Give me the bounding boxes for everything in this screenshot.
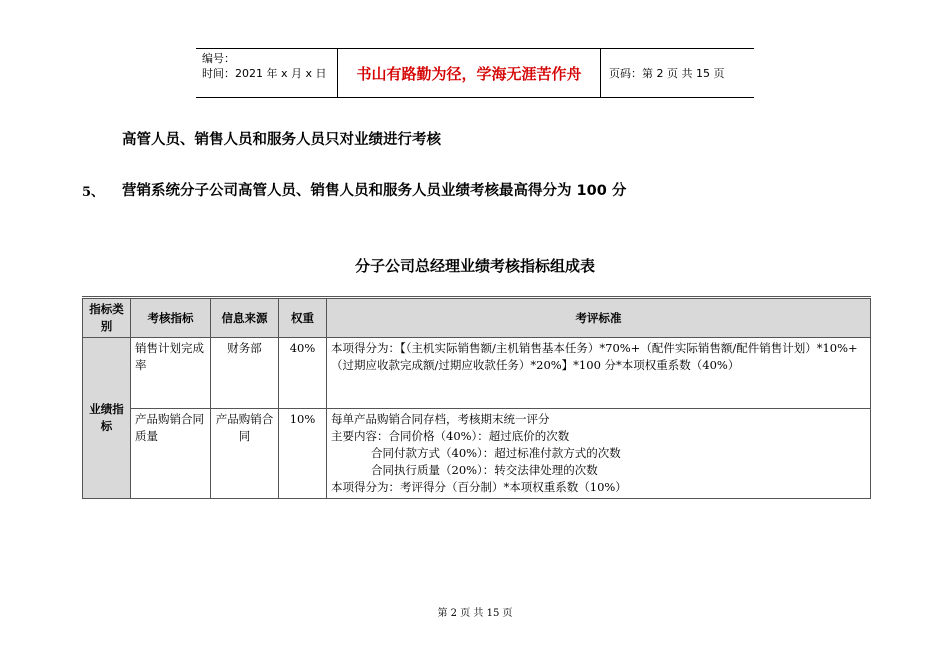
category-cell: 业绩指标 <box>83 338 131 499</box>
criteria-line: 合同执行质量（20%）：转交法律处理的次数 <box>371 463 598 477</box>
criteria-line: 合同付款方式（40%）：超过标准付款方式的次数 <box>371 446 621 460</box>
indicator-cell: 销售计划完成率 <box>131 338 211 409</box>
weight-cell: 40% <box>279 338 327 409</box>
criteria-cell <box>327 409 871 499</box>
source-cell: 财务部 <box>211 338 279 409</box>
kpi-table <box>82 296 871 499</box>
header-weight: 权重 <box>279 298 327 338</box>
item-number: 5、 <box>82 185 105 200</box>
header-source: 信息来源 <box>211 298 279 338</box>
header-motto: 书山有路勤为径，学海无涯苦作舟 <box>337 49 601 97</box>
table-row <box>83 338 871 409</box>
header-page-label: 页码：第 2 页 共 15 页 <box>609 67 725 80</box>
weight-cell: 10% <box>279 409 327 499</box>
header-category: 指标类别 <box>83 298 131 338</box>
indicator-cell: 产品购销合同质量 <box>131 409 211 499</box>
header-indicator: 考核指标 <box>131 298 211 338</box>
number-label: 编号： <box>202 52 235 65</box>
criteria-cell: 本项得分为：【（主机实际销售额/主机销售基本任务）*70%+（配件实际销售额/配件销售计划）*10%+（过期应收款完成额/过期应收款任务）*20%】*100 分*本项权重系数（40%） <box>327 338 871 409</box>
page-footer: 第 2 页 共 15 页 <box>437 608 513 619</box>
table-header-row <box>83 298 871 338</box>
criteria-line: 本项得分为：考评得分（百分制）*本项权重系数（10%） <box>331 480 627 494</box>
table-row <box>83 409 871 499</box>
paragraph-line1: 高管人员、销售人员和服务人员只对业绩进行考核 <box>122 132 441 148</box>
header-meta <box>196 49 337 97</box>
header-criteria: 考评标准 <box>327 298 871 338</box>
page-header <box>196 48 754 98</box>
source-cell: 产品购销合同 <box>211 409 279 499</box>
table-title: 分子公司总经理业绩考核指标组成表 <box>354 257 595 275</box>
criteria-line: 每单产品购销合同存档，考核期末统一评分 <box>331 412 550 426</box>
date-label: 时间：2021 年 x 月 x 日 <box>202 67 327 80</box>
paragraph-line2: 营销系统分子公司高管人员、销售人员和服务人员业绩考核最高得分为 100 分 <box>122 183 627 199</box>
criteria-line: 主要内容：合同价格（40%）：超过底价的次数 <box>331 429 570 443</box>
